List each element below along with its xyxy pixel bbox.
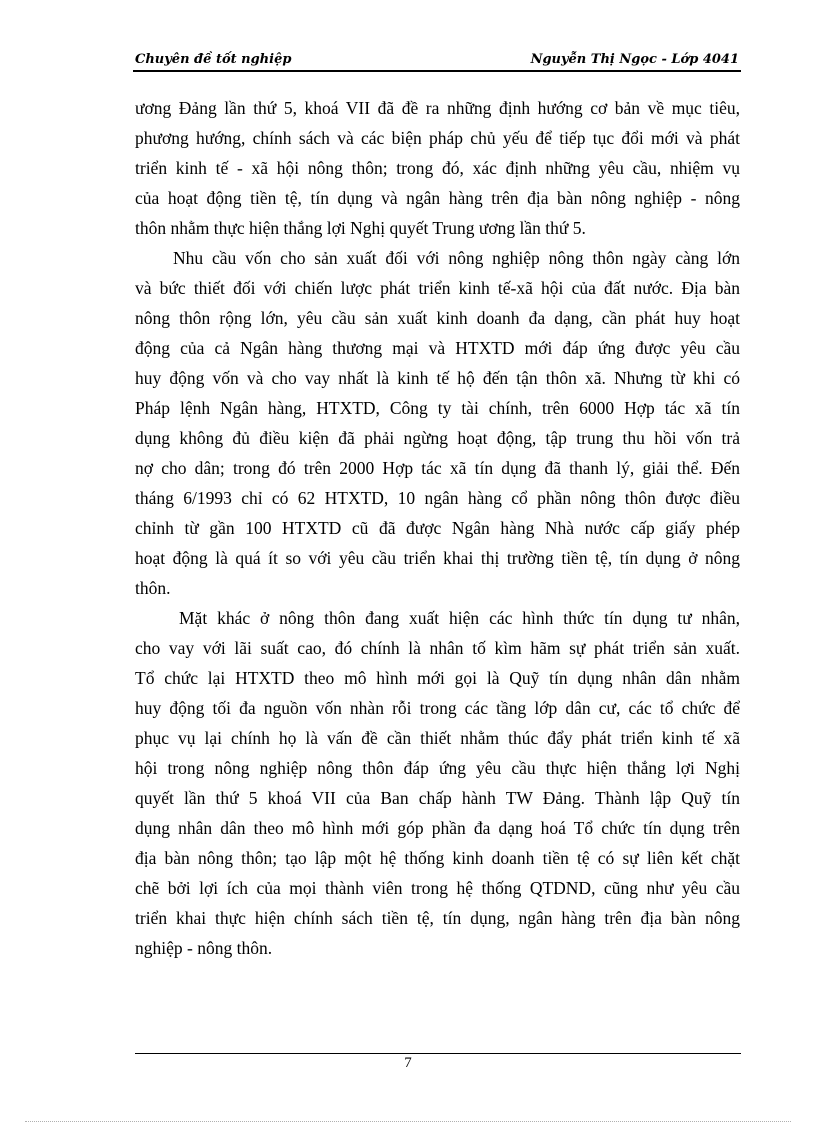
paragraph-2	[135, 243, 740, 603]
text-line: triển kinh tế - xã hội nông thôn; trong đó, xác định những yêu cầu, nhiệm vụ	[135, 158, 740, 178]
text-line: động của cả Ngân hàng thương mại và HTXTD mới đáp ứng được yêu cầu	[135, 338, 740, 358]
paragraph-1	[135, 93, 740, 243]
text-line: phương hướng, chính sách và các biện pháp chủ yếu để tiếp tục đổi mới và phát	[135, 128, 740, 148]
text-line: nghiệp - nông thôn.	[135, 938, 273, 958]
text-line: triển khai thực hiện chính sách tiền tệ, tín dụng, ngân hàng trên địa bàn nông	[135, 908, 740, 928]
text-line: Pháp lệnh Ngân hàng, HTXTD, Công ty tài chính, trên 6000 Hợp tác xã tín	[135, 398, 740, 418]
text-line: và bức thiết đối với chiến lược phát triển kinh tế-xã hội của đất nước. Địa bàn	[135, 278, 740, 298]
text-line: hội trong nông nghiệp nông thôn đáp ứng yêu cầu thực hiện thắng lợi Nghị	[135, 758, 740, 778]
text-line: tháng 6/1993 chỉ có 62 HTXTD, 10 ngân hàng cổ phần nông thôn được điều	[135, 488, 740, 508]
text-line: phục vụ lại chính họ là vấn đề cần thiết nhằm thúc đẩy phát triển kinh tế xã	[135, 728, 740, 748]
footer-divider	[135, 1053, 741, 1054]
text-line: dụng không đủ điều kiện đã phải ngừng hoạt động, tập trung thu hồi vốn trả	[135, 428, 740, 448]
text-line: hoạt động là quá ít so với yêu cầu triển khai thị trường tiền tệ, tín dụng ở nông	[135, 548, 740, 568]
text-line: Mặt khác ở nông thôn đang xuất hiện các hình thức tín dụng tư nhân,	[179, 608, 740, 628]
document-body	[135, 93, 740, 963]
text-line: ương Đảng lần thứ 5, khoá VII đã đề ra những định hướng cơ bản về mục tiêu,	[135, 98, 740, 118]
paragraph-3	[135, 603, 740, 963]
text-line: địa bàn nông thôn; tạo lập một hệ thống kinh doanh tiền tệ có sự liên kết chặt	[135, 848, 740, 868]
header-title: Chuyên đề tốt nghiệp	[135, 52, 292, 67]
page-number: 7	[404, 1055, 412, 1071]
page-header	[133, 50, 741, 72]
text-line: thôn.	[135, 578, 171, 598]
text-line: nợ cho dân; trong đó trên 2000 Hợp tác xã tín dụng đã thanh lý, giải thể. Đến	[135, 458, 740, 478]
text-line: chỉnh từ gần 100 HTXTD cũ đã được Ngân hàng Nhà nước cấp giấy phép	[135, 518, 740, 538]
text-line: thôn nhằm thực hiện thắng lợi Nghị quyết Trung ương lần thứ 5.	[135, 218, 586, 238]
text-line: cho vay với lãi suất cao, đó chính là nhân tố kìm hãm sự phát triển sản xuất.	[135, 638, 740, 658]
text-line: chẽ bởi lợi ích của mọi thành viên trong hệ thống QTDND, cũng như yêu cầu	[135, 878, 740, 898]
text-line: nông thôn rộng lớn, yêu cầu sản xuất kinh doanh đa dạng, cần phát huy hoạt	[135, 308, 740, 328]
text-line: Tổ chức lại HTXTD theo mô hình mới gọi là Quỹ tín dụng nhân dân nhằm	[135, 668, 740, 688]
text-line: huy động tối đa nguồn vốn nhàn rỗi trong các tầng lớp dân cư, các tổ chức để	[135, 698, 740, 718]
page-bottom-edge	[25, 1121, 791, 1122]
text-line: huy động vốn và cho vay nhất là kinh tế hộ đến tận thôn xã. Nhưng từ khi có	[135, 368, 740, 388]
header-author: Nguyễn Thị Ngọc - Lớp 4041	[530, 52, 739, 67]
text-line: quyết lần thứ 5 khoá VII của Ban chấp hành TW Đảng. Thành lập Quỹ tín	[135, 788, 740, 808]
text-line: của hoạt động tiền tệ, tín dụng và ngân hàng trên địa bàn nông nghiệp - nông	[135, 188, 740, 208]
text-line: dụng nhân dân theo mô hình mới góp phần đa dạng hoá Tổ chức tín dụng trên	[135, 818, 740, 838]
text-line: Nhu cầu vốn cho sản xuất đối với nông nghiệp nông thôn ngày càng lớn	[173, 248, 740, 268]
